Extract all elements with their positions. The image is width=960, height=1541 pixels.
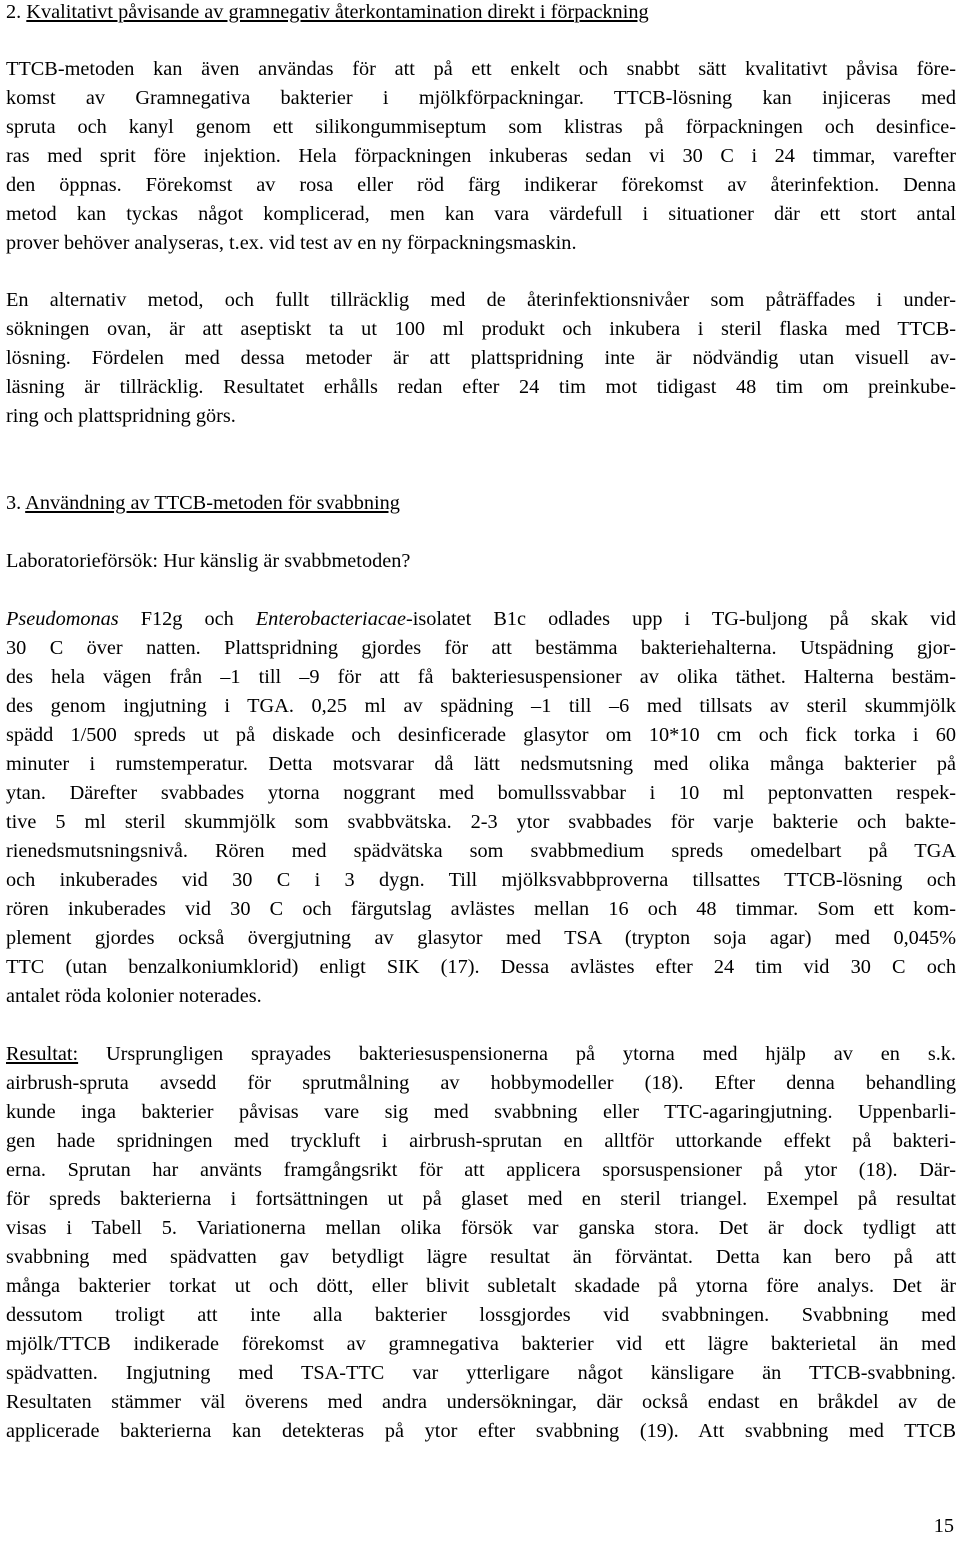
paragraph-4-line: gen hade spridningen med tryckluft i airbrush-sprutan en alltför uttorkande effekt på bakteri- bbox=[6, 1130, 956, 1152]
paragraph-2-line: En alternativ metod, och fullt tillräcklig med de återinfektionsnivåer som påträffades i under- bbox=[6, 289, 956, 311]
section-3-title: Användning av TTCB-metoden för svabbning bbox=[25, 492, 400, 514]
paragraph-3-line: rienedsmutsningsnivå. Rören med spädvätska som svabbmedium spreds omedelbart på TGA bbox=[6, 840, 956, 862]
paragraph-3-line: och inkuberades vid 30 C i 3 dygn. Till mjölksvabbproverna tillsattes TTCB-lösning och bbox=[6, 869, 956, 891]
organism-name: Enterobacteriacae bbox=[255, 608, 406, 630]
paragraph-3 bbox=[6, 605, 956, 1011]
section-2-heading bbox=[6, 0, 956, 27]
paragraph-1-line: ras med sprit före injektion. Hela förpackningen inkuberas sedan vi 30 C i 24 timmar, varefter bbox=[6, 145, 956, 167]
paragraph-2-line: läsning är tillräcklig. Resultatet erhålls redan efter 24 tim mot tidigast 48 tim om preinkube- bbox=[6, 376, 956, 398]
paragraph-4-line: dessutom troligt att inte alla bakterier lossgjordes vid svabbningen. Svabbning med bbox=[6, 1304, 956, 1326]
paragraph-3-line: antalet röda kolonier noterades. bbox=[6, 985, 262, 1007]
section-3-number: 3. bbox=[6, 492, 22, 514]
paragraph-3-line: 30 C över natten. Plattspridning gjordes för att bestämma bakteriehalterna. Utspädning gjor- bbox=[6, 637, 956, 659]
paragraph-3-line: des hela vägen från –1 till –9 för att få bakteriesuspensioner av olika täthet. Halterna bestäm- bbox=[6, 666, 956, 688]
paragraph-1 bbox=[6, 55, 956, 258]
paragraph-3-line: tive 5 ml steril skummjölk som svabbvätska. 2-3 ytor svabbades för varje bakterie och bakte- bbox=[6, 811, 956, 833]
paragraph-4-line: svabbning med spädvatten gav betydligt lägre resultat än förväntat. Detta kan bero på att bbox=[6, 1246, 956, 1268]
paragraph-4 bbox=[6, 1040, 956, 1446]
paragraph-4-first-line: Resultat: Ursprungligen sprayades bakteriesuspensionerna på ytorna med hjälp av en s.k. bbox=[6, 1043, 956, 1065]
paragraph-1-line: TTCB-metoden kan även användas för att på ett enkelt och snabbt sätt kvalitativt påvisa före- bbox=[6, 58, 956, 80]
page-number: 15 bbox=[933, 1515, 954, 1537]
paragraph-4-line: för spreds bakterierna i fortsättningen ut på glaset med en steril triangel. Exempel på resultat bbox=[6, 1188, 956, 1210]
section-3-heading bbox=[6, 489, 956, 518]
organism-name: Pseudomonas bbox=[6, 608, 119, 630]
paragraph-1-line: prover behöver analyseras, t.ex. vid test av en ny förpackningsmaskin. bbox=[6, 232, 577, 254]
paragraph-4-line: visas i Tabell 5. Variationerna mellan olika försök var ganska stora. Det är dock tydligt att bbox=[6, 1217, 956, 1239]
paragraph-3-first-line: Pseudomonas F12g och Enterobacteriacae-isolatet B1c odlades upp i TG-buljong på skak vid bbox=[6, 608, 956, 630]
paragraph-4-line: Resultaten stämmer väl överens med andra undersökningar, där också endast en bråkdel av de bbox=[6, 1391, 956, 1413]
paragraph-3-line: ytan. Därefter svabbades ytorna noggrant med bomullssvabbar i 10 ml peptonvatten respek- bbox=[6, 782, 956, 804]
paragraph-3-line: spädd 1/500 spreds ut på diskade och desinficerade glasytor om 10*10 cm och fick torka i 60 bbox=[6, 724, 956, 746]
paragraph-4-line: airbrush-spruta avsedd för sprutmålning av hobbymodeller (18). Efter denna behandling bbox=[6, 1072, 956, 1094]
paragraph-4-line: spädvatten. Ingjutning med TSA-TTC var ytterligare något känsligare än TTCB-svabbning. bbox=[6, 1362, 956, 1384]
paragraph-1-line: metod kan tyckas något komplicerad, men kan vara värdefull i situationer där ett stort antal bbox=[6, 203, 956, 225]
paragraph-1-line: komst av Gramnegativa bakterier i mjölkförpackningar. TTCB-lösning kan injiceras med bbox=[6, 87, 956, 109]
paragraph-4-line: mjölk/TTCB indikerade förekomst av gramnegativa bakterier vid ett lägre bakterietal än med bbox=[6, 1333, 956, 1355]
paragraph-2 bbox=[6, 286, 956, 431]
paragraph-2-line: lösning. Fördelen med dessa metoder är att plattspridning inte är nödvändig utan visuell av- bbox=[6, 347, 956, 369]
paragraph-3-line: minuter i rumstemperatur. Detta motsvarar då lätt nedsmutsning med olika många bakterier på bbox=[6, 753, 956, 775]
section-2-title: Kvalitativt påvisande av gramnegativ återkontamination direkt i förpackning bbox=[26, 1, 649, 23]
paragraph-4-line: applicerade bakterierna kan detekteras på ytor efter svabbning (19). Att svabbning med TTCB bbox=[6, 1420, 956, 1442]
lab-question: Laboratorieförsök: Hur känslig är svabbmetoden? bbox=[6, 550, 411, 572]
result-label: Resultat: bbox=[6, 1043, 79, 1065]
paragraph-3-line: des genom ingjutning i TGA. 0,25 ml av spädning –1 till –6 med tillsats av steril skummjölk bbox=[6, 695, 956, 717]
paragraph-1-line: spruta och kanyl genom ett silikongummiseptum som klistras på förpackningen och desinfice- bbox=[6, 116, 956, 138]
paragraph-3-line: rören inkuberades vid 30 C och färgutslag avlästes mellan 16 och 48 timmar. Som ett kom- bbox=[6, 898, 956, 920]
paragraph-2-line: ring och plattspridning görs. bbox=[6, 405, 236, 427]
paragraph-4-line: kunde inga bakterier påvisas vare sig med svabbning eller TTC-agaringjutning. Uppenbarli- bbox=[6, 1101, 956, 1123]
paragraph-3-line: TTC (utan benzalkoniumklorid) enligt SIK (17). Dessa avlästes efter 24 tim vid 30 C och bbox=[6, 956, 956, 978]
paragraph-3-line: plement gjordes också övergjutning av glasytor med TSA (trypton soja agar) med 0,045% bbox=[6, 927, 956, 949]
paragraph-4-line: erna. Sprutan har använts framgångsrikt för att applicera sporsuspensioner på ytor (18). Där- bbox=[6, 1159, 956, 1181]
paragraph-1-line: den öppnas. Förekomst av rosa eller röd färg indikerar förekomst av återinfektion. Denna bbox=[6, 174, 956, 196]
paragraph-2-line: sökningen ovan, är att aseptiskt ta ut 100 ml produkt och inkubera i steril flaska med TTCB- bbox=[6, 318, 956, 340]
paragraph-4-line: många bakterier torkat ut och dött, eller blivit subletalt skadade på ytorna före analys. Det är bbox=[6, 1275, 956, 1297]
section-2-number: 2. bbox=[6, 1, 22, 23]
